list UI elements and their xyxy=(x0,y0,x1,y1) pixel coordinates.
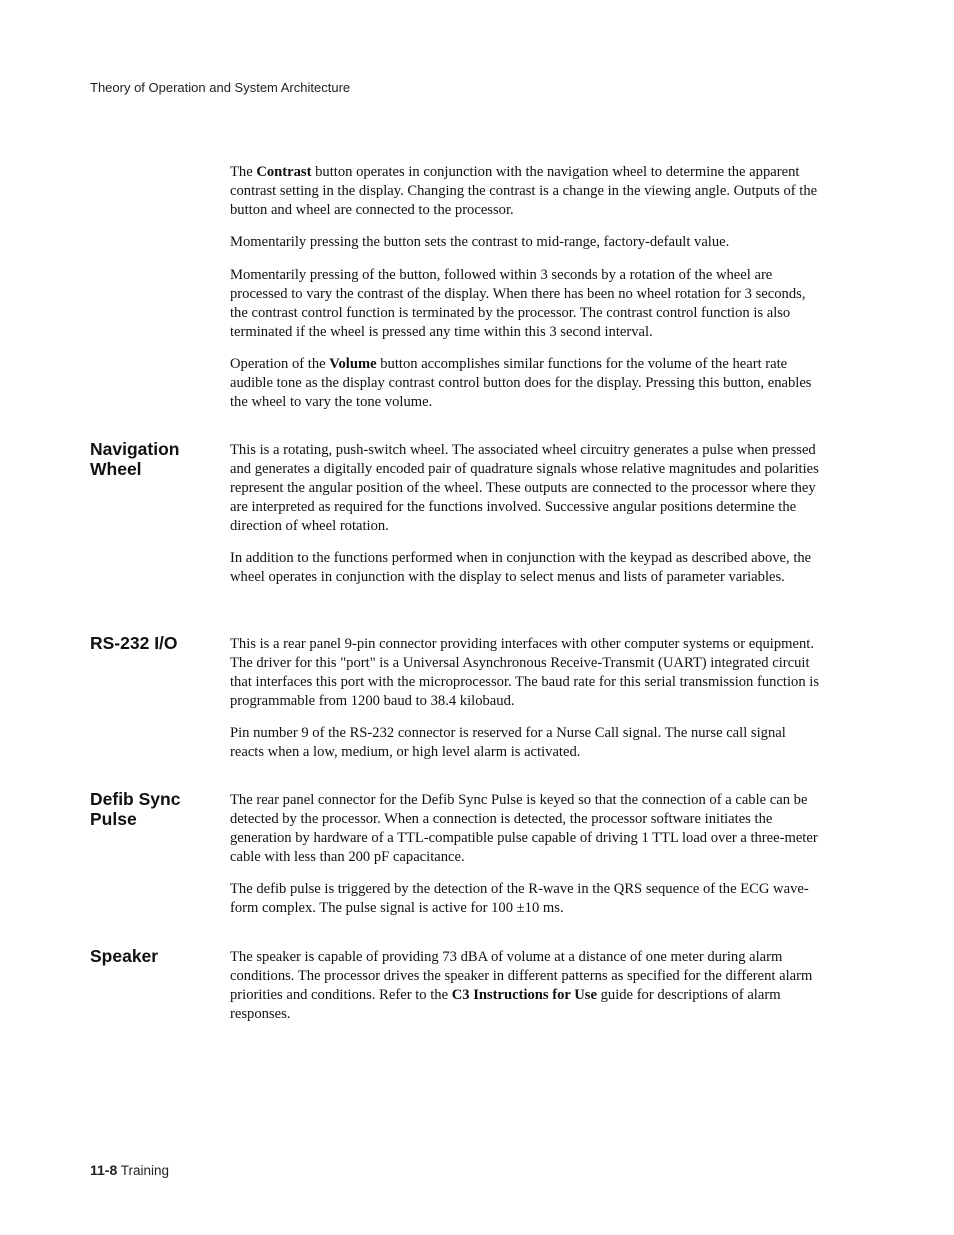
speaker-heading: Speaker xyxy=(90,946,159,966)
contrast-reset-paragraph: Momentarily pressing the button sets the contrast to mid-range, factory-default value. xyxy=(230,234,730,250)
contrast-paragraph: The Contrast button operates in conjunction with the navigation wheel to determine the apparent contrast setting in the display. Changing the contrast is a change in the viewing angle. Outputs of the button and wheel are connected to the processor. xyxy=(230,164,818,218)
page-number: 11-8 xyxy=(90,1162,118,1178)
instructions-for-use-title: C3 Instructions for Use xyxy=(451,987,597,1003)
defib-sync-paragraph-2: The defib pulse is triggered by the detection of the R-wave in the QRS sequence of the ECG wave-form complex. The pulse signal is active for 100 ±10 ms. xyxy=(230,881,809,916)
rs232-paragraph-2: Pin number 9 of the RS-232 connector is reserved for a Nurse Call signal. The nurse call signal reacts when a low, medium, or high level alarm is activated. xyxy=(230,725,786,760)
contrast-term: Contrast xyxy=(256,164,312,180)
contrast-timing-paragraph: Momentarily pressing of the button, followed within 3 seconds by a rotation of the wheel are processed to vary the contrast of the display. When there has been no wheel rotation for 3 seconds, the contrast control function is terminated by the processor. The contrast control function is also terminated if the wheel is pressed any time within this 3 second interval. xyxy=(230,267,806,340)
navigation-wheel-paragraph-1: This is a rotating, push-switch wheel. The associated wheel circuitry generates a pulse when pressed and generates a digitally encoded pair of quadrature signals whose relative magnitudes and polarities represent the angular position of the wheel. These outputs are connected to the processor where they are interpreted as required for the functions involved. Successive angular positions determine the direction of wheel rotation. xyxy=(230,442,819,534)
page-footer xyxy=(90,1162,169,1178)
volume-term: Volume xyxy=(329,356,377,372)
speaker-paragraph: The speaker is capable of providing 73 dBA of volume at a distance of one meter during alarm conditions. The processor drives the speaker in different patterns as specified for the different alarm priorities and conditions. Refer to the C3 Instructions for Use guide for descriptions of alarm responses. xyxy=(230,949,813,1022)
rs232-paragraph-1: This is a rear panel 9-pin connector providing interfaces with other computer systems or equipment. The driver for this "port" is a Universal Asynchronous Receive-Transmit (UART) integrated circuit that interfaces this port with the microprocessor. The baud rate for this serial transmission function is programmable from 1200 baud to 38.4 kilobaud. xyxy=(230,636,820,709)
running-header: Theory of Operation and System Architecture xyxy=(90,80,351,95)
navigation-wheel-paragraph-2: In addition to the functions performed when in conjunction with the keypad as described above, the wheel operates in conjunction with the display to select menus and lists of parameter variables. xyxy=(230,550,812,585)
volume-paragraph: Operation of the Volume button accomplishes similar functions for the volume of the heart rate audible tone as the display contrast control button does for the display. Pressing this button, enables the wheel to vary the tone volume. xyxy=(230,356,812,410)
footer-section-label: Training xyxy=(120,1163,170,1178)
defib-sync-heading: Defib Sync Pulse xyxy=(90,789,181,829)
navigation-wheel-heading: Navigation Wheel xyxy=(90,439,180,479)
defib-sync-paragraph-1: The rear panel connector for the Defib Sync Pulse is keyed so that the connection of a cable can be detected by the processor. When a connection is detected, the processor software initiates the generation by hardware of a TTL-compatible pulse capable of driving 1 TTL load over a three-meter cable with less than 200 pF capacitance. xyxy=(230,792,818,865)
rs232-heading: RS-232 I/O xyxy=(90,633,178,653)
